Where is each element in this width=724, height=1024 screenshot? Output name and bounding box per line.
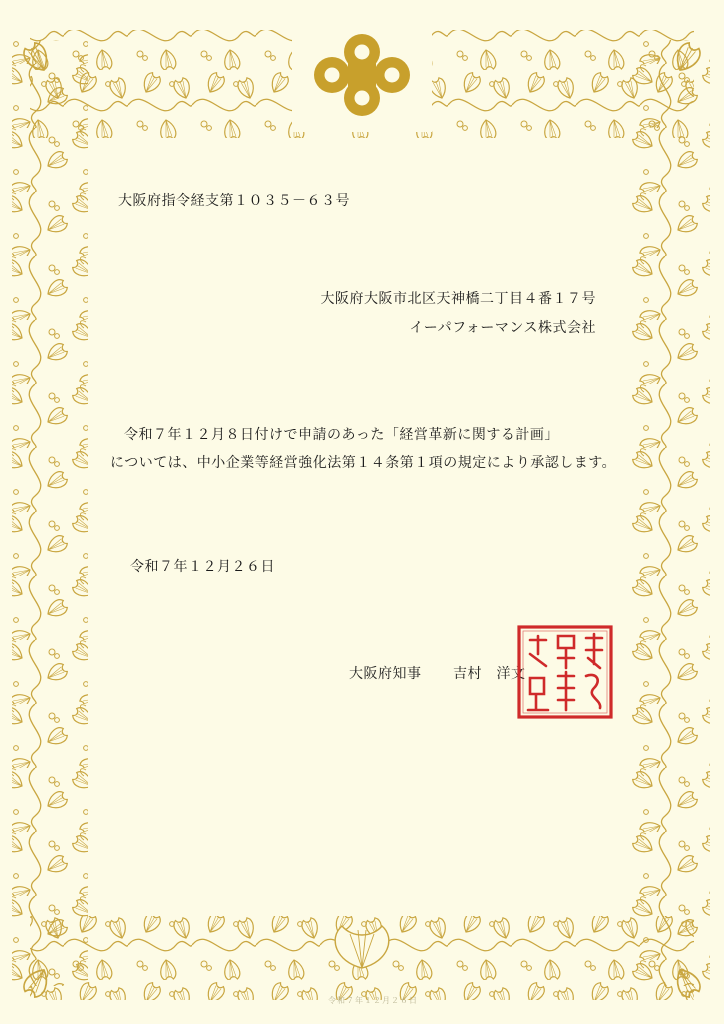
document-number: 大阪府指令経支第１０３５－６３号 <box>118 193 350 209</box>
issue-date: 令和７年１２月２６日 <box>130 559 275 575</box>
text-area <box>90 138 632 916</box>
recipient-address: 大阪府大阪市北区天神橋二丁目４番１７号 <box>320 291 596 307</box>
right-border-vine <box>632 40 710 986</box>
body-line-1: 令和７年１２月８日付けで申請のあった「経営革新に関する計画」 <box>124 427 559 443</box>
body-line-2: については、中小企業等経営強化法第１４条第１項の規定により承認します。 <box>110 455 617 471</box>
left-border-vine <box>12 40 88 986</box>
recipient-company: イーパフォーマンス株式会社 <box>409 320 596 336</box>
footer-date-note: 令和７年１２月２６日 <box>328 996 418 1005</box>
signer-title: 大阪府知事 <box>349 666 422 682</box>
official-seal-stamp <box>516 624 614 720</box>
signer-name: 吉村 洋文 <box>453 666 526 682</box>
